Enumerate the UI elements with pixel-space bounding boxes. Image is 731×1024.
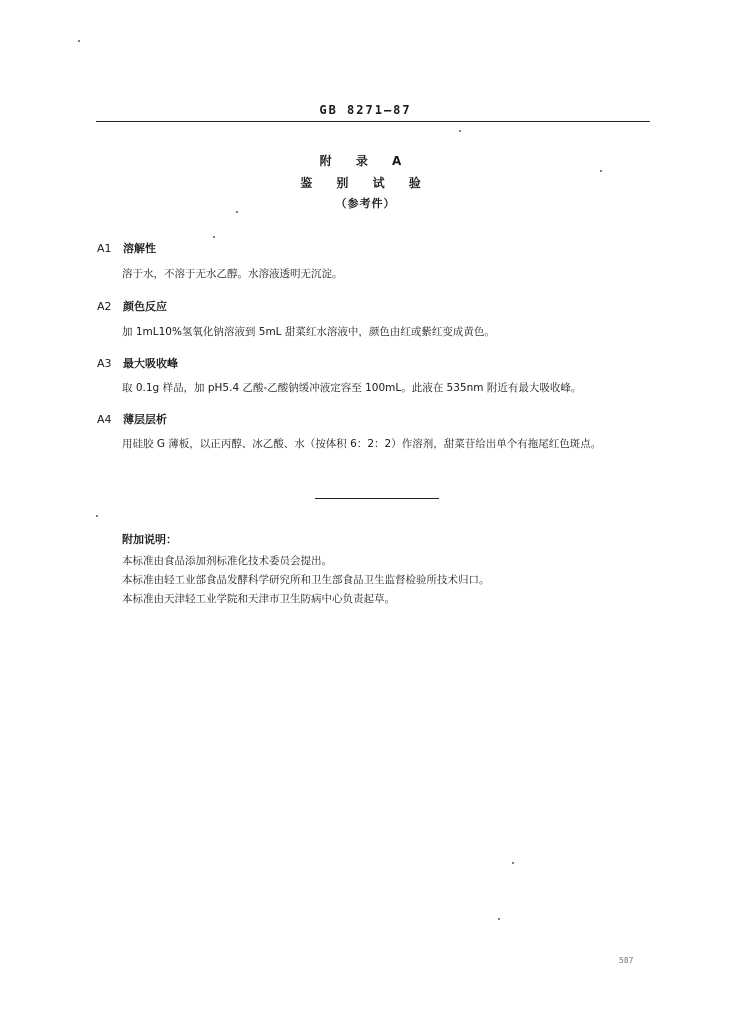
scan-speck (600, 170, 602, 172)
section-a1-body: 溶于水，不溶于无水乙醇。水溶液透明无沉淀。 (122, 268, 343, 280)
scan-speck (459, 130, 461, 132)
annex-subtitle: 鉴 别 试 验 (300, 176, 431, 190)
section-number: A1 (97, 242, 112, 255)
scan-speck (96, 515, 98, 517)
section-a3-body: 取 0.1g 样品，加 pH5.4 乙酸-乙酸钠缓冲液定容至 100mL。此液在 535nm 附近有最大吸收峰。 (122, 382, 582, 394)
note-line: 本标准由食品添加剂标准化技术委员会提出。 (122, 555, 332, 567)
scan-speck (78, 40, 80, 42)
annex-title: 附 录 A (319, 154, 412, 168)
section-title: 最大吸收峰 (123, 357, 178, 370)
scan-speck (498, 918, 500, 920)
section-a4-heading (97, 411, 167, 427)
section-number: A2 (97, 300, 112, 313)
section-number: A4 (97, 413, 112, 426)
note-line: 本标准由轻工业部食品发酵科学研究所和卫生部食品卫生监督检验所技术归口。 (122, 574, 490, 586)
section-a4-body: 用硅胶 G 薄板，以正丙醇、冰乙酸、水（按体积 6：2：2）作溶剂，甜菜苷给出单个有拖尾红色斑点。 (122, 438, 602, 450)
scan-speck (213, 236, 215, 238)
annex-note: （参考件） (335, 197, 396, 210)
section-a1-heading (97, 240, 156, 256)
section-a3-heading (97, 355, 178, 371)
section-a2-heading (97, 298, 167, 314)
section-title: 薄层层析 (123, 413, 167, 426)
additional-notes-heading: 附加说明： (122, 533, 177, 546)
scan-speck (512, 862, 514, 864)
document-code: GB 8271—87 (319, 103, 412, 117)
header-rule (96, 121, 650, 122)
section-divider (315, 498, 439, 499)
section-number: A3 (97, 357, 112, 370)
scan-speck (236, 211, 238, 213)
section-a2-body: 加 1mL10%氢氧化钠溶液到 5mL 甜菜红水溶液中，颜色由红或紫红变成黄色。 (122, 326, 495, 338)
section-title: 颜色反应 (123, 300, 167, 313)
section-title: 溶解性 (123, 242, 156, 255)
note-line: 本标准由天津轻工业学院和天津市卫生防病中心负责起草。 (122, 593, 395, 605)
page-number: 587 (619, 956, 634, 965)
